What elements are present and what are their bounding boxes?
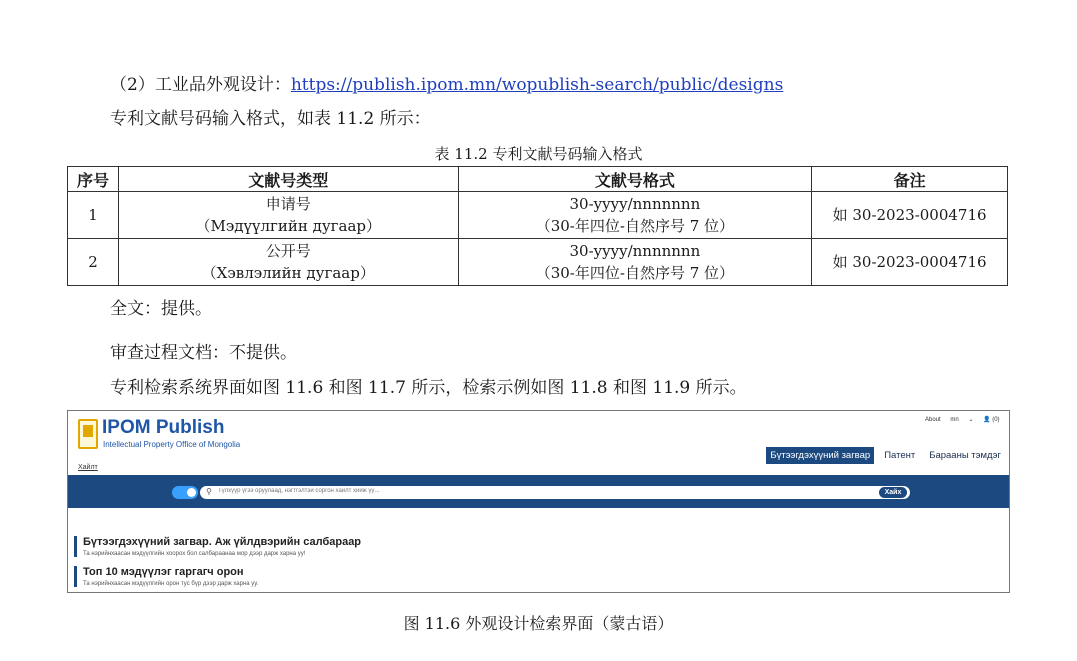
tab-industrial-design[interactable]: Бүтээгдэхүүний загвар (766, 447, 874, 464)
fulltext-note: 全文：提供。 (110, 299, 212, 319)
section-top-applicants (74, 566, 258, 587)
examination-docs-note: 审查过程文档：不提供。 (110, 343, 297, 363)
cell-format (458, 239, 812, 286)
ipom-logo-icon (78, 419, 98, 449)
format-intro-text: 专利文献号码输入格式，如表 11.2 所示： (110, 109, 431, 129)
logo-title: IPOM Publish (102, 417, 225, 438)
search-input[interactable] (218, 488, 818, 494)
search-button[interactable]: Хайх (878, 486, 908, 499)
cell-type (118, 192, 458, 239)
type-cn: 公开号 (265, 242, 311, 260)
format-pattern: 30-yyyy/nnnnnnn (569, 195, 701, 213)
main-nav (766, 447, 1005, 464)
table-header-row (68, 167, 1008, 192)
search-bar (200, 486, 910, 499)
section-heading-designs (110, 70, 783, 95)
figure-reference-text: 专利检索系统界面如图 11.6 和图 11.7 所示，检索示例如图 11.8 和图 11.9 所示。 (110, 378, 747, 398)
header-type: 文献号类型 (118, 167, 458, 192)
format-pattern: 30-yyyy/nnnnnnn (569, 242, 701, 260)
tab-trademark[interactable]: Барааны тэмдэг (929, 450, 1001, 461)
cell-type (118, 239, 458, 286)
search-mode-toggle[interactable] (172, 486, 198, 499)
header-remark: 备注 (812, 167, 1008, 192)
header-format: 文献号格式 (458, 167, 812, 192)
number-format-table (67, 166, 1008, 286)
user-cart-icon[interactable]: 👤 (0) (983, 417, 1000, 423)
cell-remark: 如 30-2023-0004716 (812, 239, 1008, 286)
cell-remark: 如 30-2023-0004716 (812, 192, 1008, 239)
section-description: Та нэрийнхаасан мэдүүлгийн хоорох бол салбараанаа мор дээр дарж харна уу! (83, 551, 306, 557)
header-no: 序号 (68, 167, 119, 192)
about-link[interactable]: About (925, 417, 941, 423)
home-search-link[interactable]: Хайлт (78, 464, 98, 471)
tab-patent[interactable]: Патент (884, 450, 916, 461)
section-description: Та нэрийнхаасан мэдүүлгийн орон тус бүр дээр дарж харна уу. (83, 581, 259, 587)
logo-subtitle: Intellectual Property Office of Mongolia (103, 440, 241, 449)
section-title: Топ 10 мэдүүлэг гаргагч орон (83, 566, 244, 578)
figure-caption: 图 11.6 外观设计检索界面（蒙古语） (403, 614, 674, 633)
type-cn: 申请号 (265, 195, 311, 213)
section-title: Бүтээгдэхүүний загвар. Аж үйлдвэрийн салбараар (83, 536, 362, 548)
cell-no: 2 (68, 239, 119, 286)
table-row (68, 192, 1008, 239)
search-icon: ⚲ (206, 487, 212, 496)
table-caption: 表 11.2 专利文献号码输入格式 (434, 145, 643, 163)
type-mn: （Мэдүүлгийн дугаар） (195, 217, 382, 235)
designs-search-link[interactable]: https://publish.ipom.mn/wopublish-search/public/designs (290, 75, 784, 95)
language-select[interactable]: mn (950, 417, 959, 423)
chevron-down-icon[interactable]: ⌄ (968, 417, 974, 423)
format-note: （30-年四位-自然序号 7 位） (535, 217, 735, 235)
top-right-links (925, 416, 1008, 423)
cell-no: 1 (68, 192, 119, 239)
section-design-by-industry (74, 536, 361, 557)
ipom-search-screenshot (67, 410, 1010, 593)
table-row (68, 239, 1008, 286)
heading-prefix: （2）工业品外观设计： (110, 75, 291, 95)
cell-format (458, 192, 812, 239)
type-mn: （Хэвлэлийн дугаар） (201, 264, 375, 282)
format-note: （30-年四位-自然序号 7 位） (535, 264, 735, 282)
